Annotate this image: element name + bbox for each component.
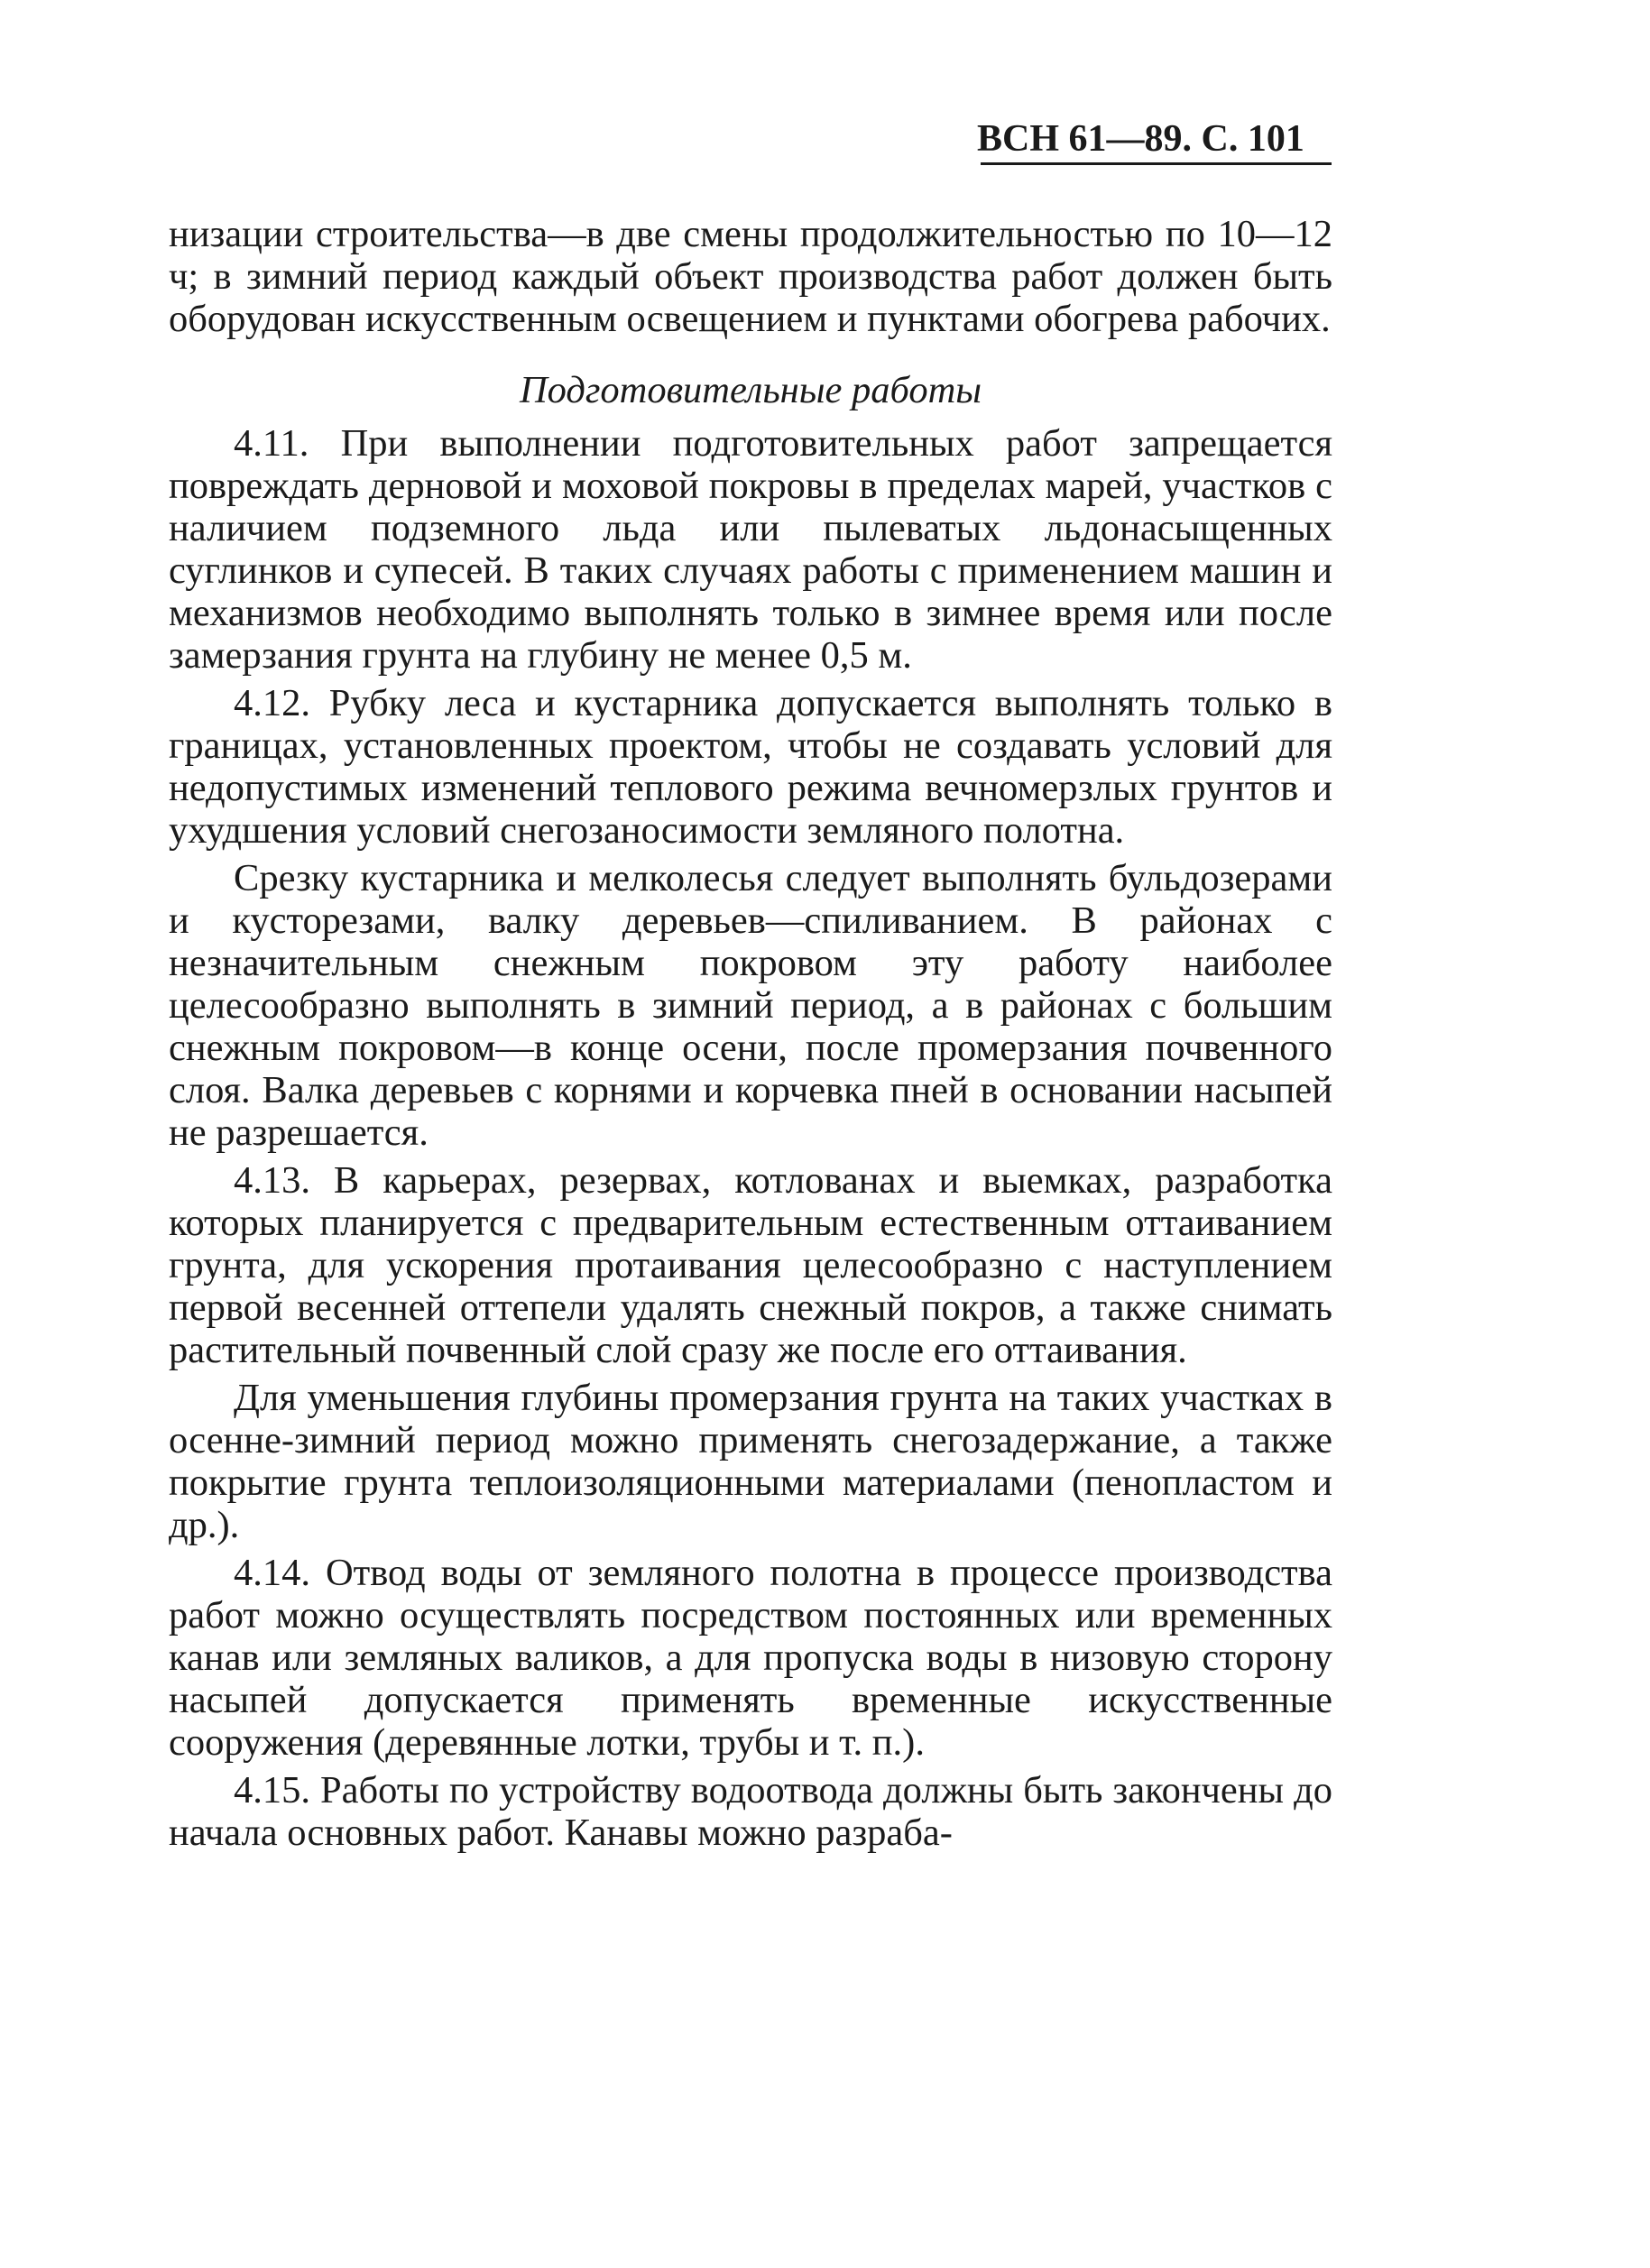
paragraph-4-15: 4.15. Работы по устройству водоотвода должны быть закончены до начала основных работ. Канавы можно разраба- (169, 1769, 1332, 1854)
document-body (169, 213, 1332, 1854)
paragraph-4-13: 4.13. В карьерах, резервах, котлованах и выемках, разработка которых планируется с предварительным естественным оттаиванием грунта, для ускорения протаивания целесообразно с наступлением первой весенней оттепели удалять снежный покров, а также снимать растительный почвенный слой сразу же после его оттаивания. (169, 1159, 1332, 1371)
header-rule (981, 162, 1332, 165)
page-header: ВСН 61—89. С. 101 (977, 118, 1304, 160)
paragraph-4-11: 4.11. При выполнении подготовительных работ запрещается повреждать дерновой и моховой покровы в пределах марей, участков с наличием подземного льда или пылеватых льдонасыщенных суглинков и супесей. В таких случаях работы с применением машин и механизмов необходимо выполнять только в зимнее время или после замерзания грунта на глубину не менее 0,5 м. (169, 422, 1332, 677)
section-title: Подготовительные работы (519, 369, 982, 411)
paragraph-4-12: 4.12. Рубку леса и кустарника допускается выполнять только в границах, установленных проектом, чтобы не создавать условий для недопустимых изменений теплового режима вечномерзлых грунтов и ухудшения условий снегозаносимости земляного полотна. (169, 682, 1332, 852)
paragraph-4-14: 4.14. Отвод воды от земляного полотна в процессе производства работ можно осуществлять посредством постоянных или временных канав или земляных валиков, а для пропуска воды в низовую сторону насыпей допускается применять временные искусственные сооружения (деревянные лотки, трубы и т. п.). (169, 1552, 1332, 1764)
paragraph-continuation: низации строительства—в две смены продолжительностью по 10—12 ч; в зимний период каждый объект производства работ должен быть оборудован искусственным освещением и пунктами обогрева рабочих. (169, 213, 1332, 340)
paragraph-freezing: Для уменьшения глубины промерзания грунта на таких участках в осенне-зимний период можно применять снегозадержание, а также покрытие грунта теплоизоляционными материалами (пенопластом и др.). (169, 1377, 1332, 1546)
paragraph-clearing: Срезку кустарника и мелколесья следует выполнять бульдозерами и кусторезами, валку деревьев—спиливанием. В районах с незначительным снежным покровом эту работу наиболее целесообразно выполнять в зимний период, а в районах с большим снежным покровом—в конце осени, после промерзания почвенного слоя. Валка деревьев с корнями и корчевка пней в основании насыпей не разрешается. (169, 857, 1332, 1154)
